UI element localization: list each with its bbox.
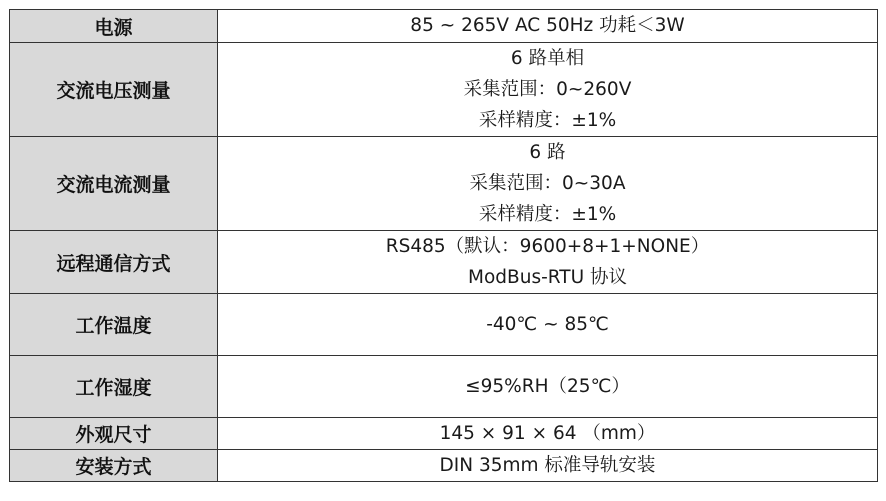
row-value-dimensions [218,418,878,450]
row-label-communication: 远程通信方式 [10,231,218,294]
table-row [10,43,878,137]
value-line: 采集范围：0~30A [469,173,626,194]
row-label-temperature: 工作温度 [10,294,218,356]
table-row [10,356,878,418]
value-line: 采样精度：±1% [478,110,617,131]
row-value-communication [218,231,878,294]
value-line: RS485（默认：9600+8+1+NONE） [385,236,710,257]
value-line: 采样精度：±1% [478,204,617,225]
row-label-mounting: 安装方式 [10,450,218,482]
table-row [10,450,878,482]
row-value-temperature [218,294,878,356]
table-row [10,137,878,231]
table-row [10,10,878,43]
row-value-humidity [218,356,878,418]
row-label-dimensions: 外观尺寸 [10,418,218,450]
value-line: ModBus-RTU 协议 [468,267,627,288]
value-line: DIN 35mm 标准导轨安装 [439,454,656,476]
row-value-current [218,137,878,231]
table-row [10,418,878,450]
row-label-current: 交流电流测量 [10,137,218,231]
value-line: ≤95%RH（25℃） [465,375,630,397]
spec-table [9,9,878,482]
value-line: 6 路单相 [510,48,585,69]
value-line: -40℃ ~ 85℃ [486,313,609,335]
table-row [10,231,878,294]
table-row [10,294,878,356]
row-label-power: 电源 [10,10,218,43]
value-line: 85 ~ 265V AC 50Hz 功耗＜3W [410,15,685,36]
value-line: 6 路 [529,142,566,163]
value-line: 145 × 91 × 64 （mm） [439,422,656,444]
row-label-voltage: 交流电压测量 [10,43,218,137]
value-line: 采集范围：0~260V [463,79,632,100]
row-value-power [218,10,878,43]
row-label-humidity: 工作湿度 [10,356,218,418]
row-value-voltage [218,43,878,137]
row-value-mounting [218,450,878,482]
